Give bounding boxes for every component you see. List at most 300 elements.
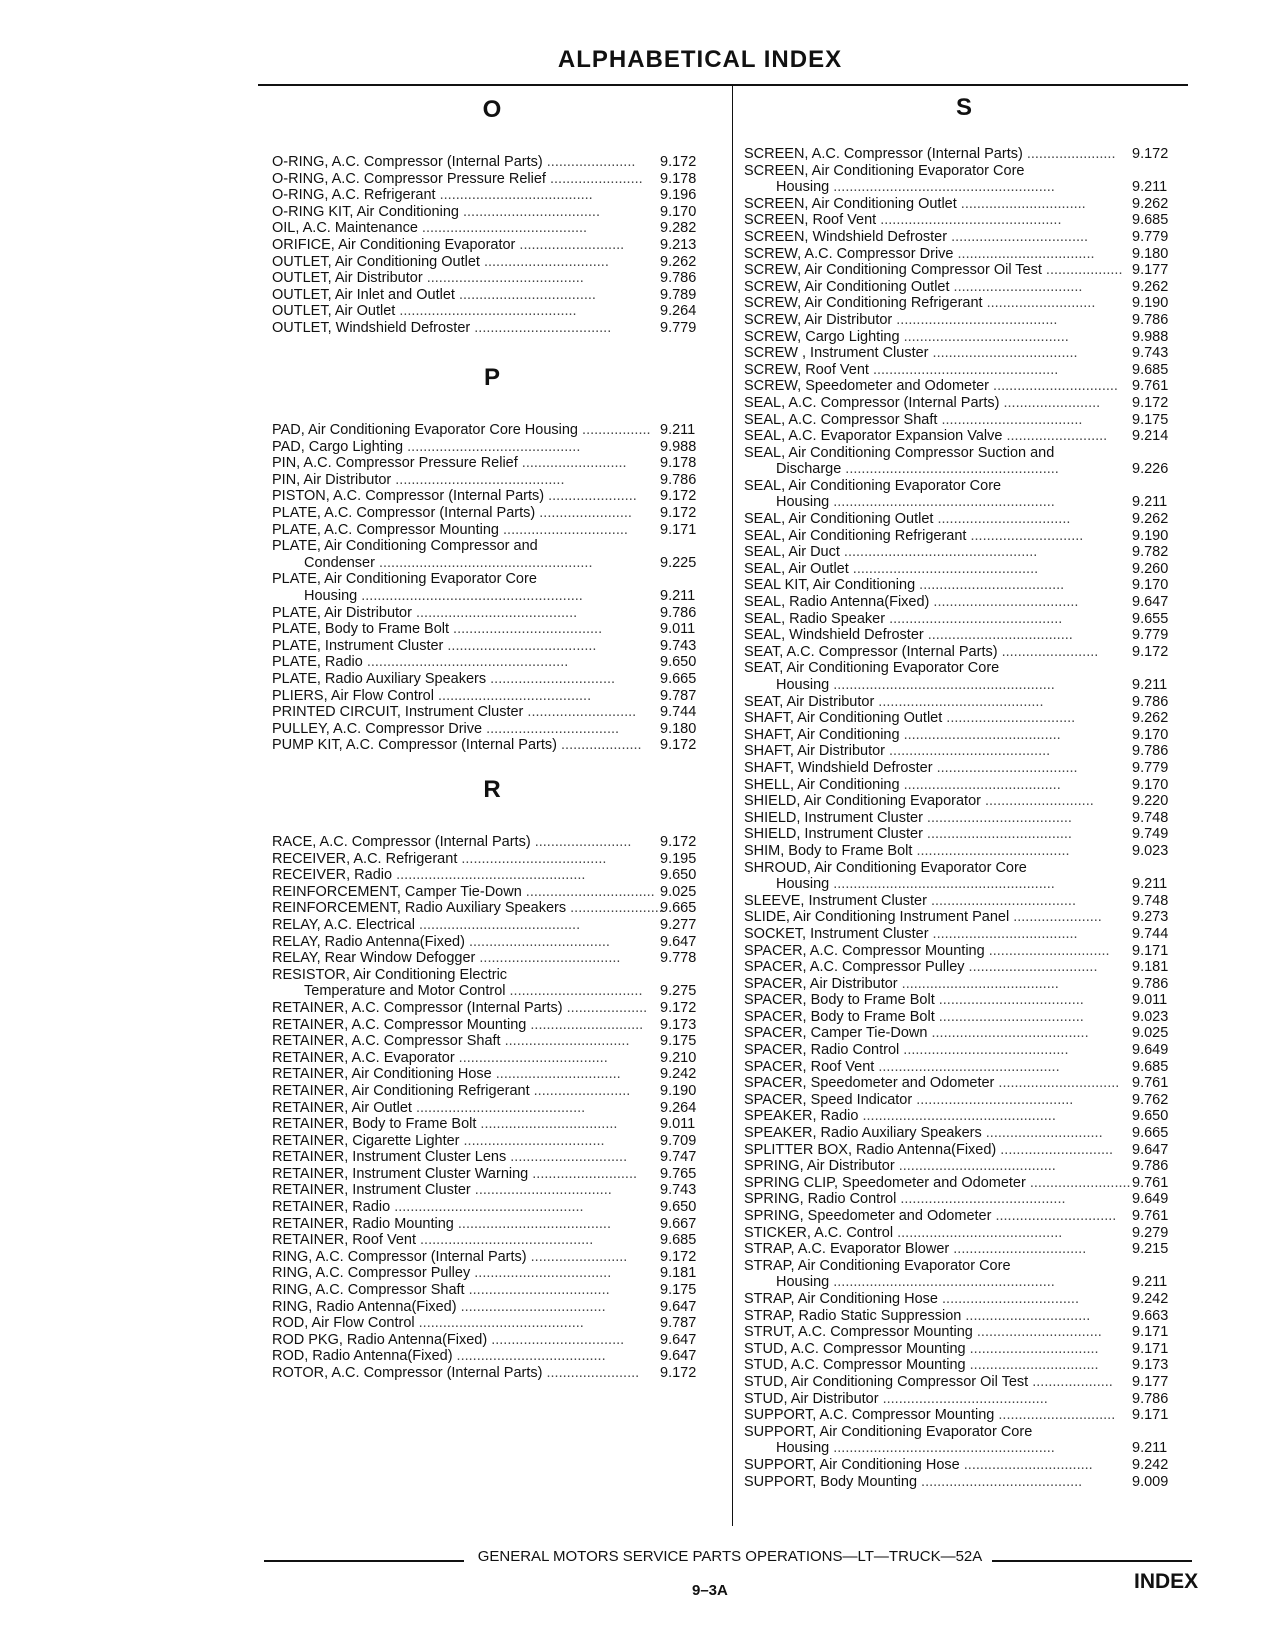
index-entry bbox=[744, 694, 1192, 711]
dot-leader: ....................................................... bbox=[829, 876, 1055, 893]
entry-page-ref: 9.226 bbox=[1132, 461, 1169, 478]
dot-leader: ................................ bbox=[959, 1456, 1093, 1473]
entry-continuation: Housing ....................................................... bbox=[776, 179, 1055, 196]
index-entry bbox=[272, 220, 720, 237]
dot-leader: ........................................ bbox=[414, 916, 581, 933]
index-entry bbox=[272, 1216, 720, 1233]
section-label: INDEX bbox=[1134, 1570, 1199, 1593]
entry-page-ref: 9.190 bbox=[1132, 295, 1169, 312]
entry-page-ref: 9.650 bbox=[660, 867, 697, 884]
dot-leader: ........................ bbox=[997, 643, 1099, 660]
entry-text: STRAP, Air Conditioning Hose .................................. bbox=[744, 1290, 1079, 1307]
dot-leader: ................................. bbox=[933, 511, 1071, 528]
entry-text: SHAFT, Air Distributor ........................................ bbox=[744, 743, 1051, 760]
index-entry bbox=[272, 1365, 720, 1382]
index-entry bbox=[272, 287, 720, 304]
index-entry bbox=[272, 1348, 720, 1365]
index-entry bbox=[744, 1191, 1192, 1208]
entry-page-ref: 9.172 bbox=[1132, 146, 1169, 162]
entry-text: RECEIVER, A.C. Refrigerant .................................... bbox=[272, 850, 607, 867]
entry-page-ref: 9.211 bbox=[1132, 1274, 1168, 1291]
entry-page-ref: 9.242 bbox=[1132, 1456, 1169, 1473]
entry-text: SOCKET, Instrument Cluster .................................... bbox=[744, 925, 1078, 942]
entry-text: OUTLET, Air Inlet and Outlet .................................. bbox=[272, 286, 596, 303]
entry-page-ref: 9.667 bbox=[660, 1215, 697, 1232]
index-entry bbox=[744, 329, 1192, 346]
dot-leader: ................................. bbox=[949, 1241, 1087, 1258]
entry-text: ROD, Air Flow Control ......................................... bbox=[272, 1315, 584, 1332]
index-entry bbox=[744, 1308, 1192, 1325]
dot-leader: ......................... bbox=[1002, 428, 1108, 445]
entry-continuation: Housing ....................................................... bbox=[776, 494, 1055, 511]
entry-page-ref: 9.172 bbox=[660, 488, 697, 505]
index-entry bbox=[272, 1332, 720, 1349]
dot-leader: ....................................................... bbox=[829, 494, 1055, 511]
dot-leader: ....................................... bbox=[899, 776, 1061, 793]
dot-leader: ......................................... bbox=[899, 1042, 1069, 1059]
index-entry bbox=[272, 187, 720, 204]
entry-text: SCREW, Speedometer and Odometer ............................... bbox=[744, 378, 1118, 395]
index-entry bbox=[744, 710, 1192, 727]
dot-leader: .................................... bbox=[928, 345, 1078, 362]
dot-leader: .................................. bbox=[953, 245, 1095, 262]
entry-continuation: Housing ....................................................... bbox=[776, 677, 1055, 693]
entry-page-ref: 9.170 bbox=[1132, 577, 1169, 594]
entry-page-ref: 9.761 bbox=[1132, 1075, 1169, 1092]
index-list bbox=[272, 422, 720, 754]
dot-leader: ............................................. bbox=[874, 1058, 1060, 1075]
index-entry bbox=[744, 1258, 1192, 1291]
dot-leader: .................................................. bbox=[362, 654, 569, 671]
entry-page-ref: 9.210 bbox=[660, 1049, 697, 1066]
index-entry bbox=[744, 1158, 1192, 1175]
entry-text: PLATE, Air Conditioning Evaporator Core bbox=[272, 571, 537, 588]
entry-page-ref: 9.175 bbox=[660, 1282, 697, 1299]
entry-text: SCREEN, Windshield Defroster .................................. bbox=[744, 228, 1089, 245]
entry-page-ref: 9.178 bbox=[660, 455, 697, 472]
entry-page-ref: 9.011 bbox=[1132, 992, 1168, 1009]
dot-leader: ....................................................... bbox=[829, 1440, 1055, 1457]
entry-text: RESISTOR, Air Conditioning Electric bbox=[272, 966, 508, 983]
index-entry bbox=[744, 478, 1192, 511]
entry-text: SCREW, Air Conditioning Refrigerant ........................... bbox=[744, 295, 1096, 312]
entry-text: PLATE, Radio Auxiliary Speakers ............................... bbox=[272, 670, 616, 687]
index-entry bbox=[744, 926, 1192, 943]
entry-page-ref: 9.025 bbox=[660, 883, 697, 900]
index-entry bbox=[744, 1324, 1192, 1341]
dot-leader: .................................. bbox=[476, 1116, 618, 1133]
index-list bbox=[272, 154, 720, 337]
index-entry bbox=[744, 760, 1192, 777]
entry-text: OUTLET, Air Distributor ....................................... bbox=[272, 270, 584, 287]
dot-leader: .......................... bbox=[515, 236, 625, 253]
dot-leader: ........................ bbox=[529, 1082, 631, 1099]
dot-leader: ........................ bbox=[999, 394, 1101, 411]
entry-text: RETAINER, Instrument Cluster Lens ............................. bbox=[272, 1149, 628, 1166]
entry-page-ref: 9.748 bbox=[1132, 809, 1169, 826]
entry-page-ref: 9.262 bbox=[1132, 195, 1169, 212]
dot-leader: ....................... bbox=[566, 900, 663, 917]
entry-page-ref: 9.685 bbox=[1132, 1058, 1169, 1075]
entry-page-ref: 9.650 bbox=[660, 1199, 697, 1216]
dot-leader: ......................................... bbox=[417, 220, 588, 237]
dot-leader: ....................................... bbox=[894, 1158, 1056, 1175]
entry-text: PLATE, A.C. Compressor (Internal Parts) ....................... bbox=[272, 504, 632, 521]
entry-page-ref: 9.178 bbox=[660, 170, 697, 187]
entry-page-ref: 9.214 bbox=[1132, 428, 1169, 445]
dot-leader: ................................ bbox=[949, 278, 1083, 295]
entry-page-ref: 9.172 bbox=[1132, 643, 1169, 660]
index-entry bbox=[272, 1315, 720, 1332]
entry-page-ref: 9.786 bbox=[660, 471, 697, 488]
dot-leader: ............................. bbox=[994, 1407, 1116, 1424]
entry-page-ref: 9.988 bbox=[660, 438, 697, 455]
entry-text: SPLITTER BOX, Radio Antenna(Fixed) ............................ bbox=[744, 1141, 1114, 1158]
index-entry bbox=[744, 262, 1192, 279]
index-entry bbox=[744, 395, 1192, 412]
dot-leader: ...................................... bbox=[912, 842, 1070, 859]
dot-leader: ...................... bbox=[1009, 909, 1102, 926]
dot-leader: ..................................................... bbox=[374, 554, 593, 571]
dot-leader: ............................... bbox=[972, 1324, 1102, 1341]
index-entry bbox=[272, 1166, 720, 1183]
entry-page-ref: 9.172 bbox=[660, 1365, 697, 1381]
entry-text: SPACER, Speed Indicator ....................................... bbox=[744, 1091, 1074, 1108]
dot-leader: .................................... bbox=[915, 577, 1065, 594]
dot-leader: ...................................... bbox=[435, 187, 593, 204]
entry-page-ref: 9.177 bbox=[1132, 262, 1169, 279]
entry-text: RACE, A.C. Compressor (Internal Parts) ........................ bbox=[272, 834, 632, 850]
index-entry bbox=[272, 737, 720, 754]
entry-page-ref: 9.171 bbox=[1132, 942, 1169, 959]
entry-text: SUPPORT, Air Conditioning Evaporator Core bbox=[744, 1423, 1033, 1440]
index-entry bbox=[744, 1042, 1192, 1059]
dot-leader: ......................................... bbox=[874, 693, 1044, 710]
entry-page-ref: 9.195 bbox=[660, 850, 697, 867]
entry-text: SCREEN, Air Conditioning Outlet ............................... bbox=[744, 195, 1086, 212]
index-entry bbox=[744, 1357, 1192, 1374]
entry-page-ref: 9.211 bbox=[660, 422, 696, 438]
entry-page-ref: 9.211 bbox=[1132, 179, 1168, 196]
entry-page-ref: 9.655 bbox=[1132, 610, 1169, 627]
index-entry bbox=[744, 1374, 1192, 1391]
dot-leader: .......................... bbox=[517, 455, 627, 472]
entry-page-ref: 9.647 bbox=[660, 1348, 697, 1365]
index-entry bbox=[744, 1059, 1192, 1076]
entry-text: SPRING, Air Distributor ....................................... bbox=[744, 1158, 1056, 1175]
entry-text: RETAINER, A.C. Evaporator ..................................... bbox=[272, 1049, 608, 1066]
index-section bbox=[272, 776, 720, 1382]
entry-text: SUPPORT, Body Mounting ........................................ bbox=[744, 1473, 1083, 1490]
entry-page-ref: 9.242 bbox=[660, 1066, 697, 1083]
entry-text: SEAL, Air Conditioning Refrigerant ............................ bbox=[744, 527, 1084, 544]
index-entry bbox=[744, 511, 1192, 528]
entry-page-ref: 9.762 bbox=[1132, 1091, 1169, 1108]
entry-page-ref: 9.665 bbox=[660, 670, 697, 687]
entry-page-ref: 9.211 bbox=[660, 587, 696, 604]
dot-leader: ................................... bbox=[464, 933, 610, 950]
index-entry bbox=[272, 704, 720, 721]
index-entry bbox=[272, 303, 720, 320]
entry-text: O-RING, A.C. Refrigerant ...................................... bbox=[272, 187, 593, 204]
entry-page-ref: 9.779 bbox=[1132, 759, 1169, 776]
entry-text: SEAL, Air Conditioning Evaporator Core bbox=[744, 477, 1002, 494]
entry-page-ref: 9.215 bbox=[1132, 1241, 1169, 1258]
index-section bbox=[744, 94, 1192, 1490]
index-entry bbox=[744, 743, 1192, 760]
entry-text: SEAT, Air Conditioning Evaporator Core bbox=[744, 660, 1000, 677]
entry-continuation: Temperature and Motor Control ................................. bbox=[304, 983, 643, 1000]
index-entry bbox=[744, 943, 1192, 960]
entry-text: RING, A.C. Compressor (Internal Parts) ........................ bbox=[272, 1248, 628, 1265]
entry-text: PLATE, Air Distributor ........................................ bbox=[272, 604, 578, 621]
index-entry bbox=[272, 1232, 720, 1249]
dot-leader: ..................................... bbox=[454, 1049, 608, 1066]
dot-leader: ......................... bbox=[1025, 1174, 1131, 1191]
entry-page-ref: 9.172 bbox=[660, 999, 697, 1016]
index-entry bbox=[272, 171, 720, 188]
entry-page-ref: 9.782 bbox=[1132, 544, 1169, 561]
entry-text: PLIERS, Air Flow Control ...................................... bbox=[272, 687, 592, 704]
index-section bbox=[272, 96, 720, 337]
footer-rule-left bbox=[264, 1560, 464, 1562]
entry-page-ref: 9.743 bbox=[660, 1182, 697, 1199]
entry-text: SPACER, Radio Control ......................................... bbox=[744, 1042, 1069, 1059]
entry-text: OUTLET, Windshield Defroster .................................. bbox=[272, 319, 612, 336]
index-entry bbox=[272, 867, 720, 884]
dot-leader: ............................. bbox=[506, 1149, 628, 1166]
dot-leader: ....................................................... bbox=[829, 1274, 1055, 1291]
entry-text: SCREEN, A.C. Compressor (Internal Parts) ...................... bbox=[744, 146, 1116, 162]
index-entry bbox=[744, 810, 1192, 827]
index-entry bbox=[744, 295, 1192, 312]
dot-leader: ........................................... bbox=[885, 610, 1063, 627]
entry-text: SEAT, A.C. Compressor (Internal Parts) ........................ bbox=[744, 643, 1099, 660]
entry-page-ref: 9.190 bbox=[1132, 527, 1169, 544]
entry-text: RETAINER, A.C. Compressor Shaft ............................... bbox=[272, 1033, 630, 1050]
entry-page-ref: 9.173 bbox=[660, 1016, 697, 1033]
dot-leader: ........................................... bbox=[415, 1232, 594, 1249]
index-entry bbox=[744, 146, 1192, 163]
dot-leader: ..................................... bbox=[443, 637, 597, 654]
entry-text: SPRING, Speedometer and Odometer .............................. bbox=[744, 1208, 1117, 1224]
entry-page-ref: 9.748 bbox=[1132, 892, 1169, 909]
entry-page-ref: 9.787 bbox=[660, 687, 697, 704]
entry-text: SCREW, Air Conditioning Compressor Oil Test ................... bbox=[744, 262, 1123, 279]
dot-leader: ....................................... bbox=[422, 270, 584, 287]
index-entry bbox=[744, 1391, 1192, 1408]
dot-leader: ............................. bbox=[981, 1125, 1103, 1142]
index-entry bbox=[272, 605, 720, 622]
dot-leader: ........................... bbox=[982, 295, 1096, 312]
entry-text: SHAFT, Air Conditioning ....................................... bbox=[744, 726, 1061, 743]
entry-page-ref: 9.181 bbox=[660, 1265, 697, 1282]
dot-leader: .............................. bbox=[991, 1208, 1117, 1224]
entry-text: RETAINER, Body to Frame Bolt .................................. bbox=[272, 1116, 618, 1133]
index-entry bbox=[272, 1182, 720, 1199]
entry-page-ref: 9.789 bbox=[660, 286, 697, 303]
entry-page-ref: 9.211 bbox=[1132, 876, 1168, 893]
index-entry bbox=[272, 917, 720, 934]
entry-text: OUTLET, Air Conditioning Outlet ............................... bbox=[272, 253, 609, 270]
entry-page-ref: 9.279 bbox=[1132, 1224, 1169, 1241]
entry-page-ref: 9.171 bbox=[1132, 1407, 1169, 1424]
entry-text: SCREW, Air Distributor ........................................ bbox=[744, 311, 1058, 328]
entry-page-ref: 9.171 bbox=[1132, 1324, 1169, 1341]
dot-leader: ...................... bbox=[1022, 146, 1116, 162]
index-entry bbox=[744, 528, 1192, 545]
entry-page-ref: 9.778 bbox=[660, 950, 697, 967]
entry-text: SEAL, A.C. Compressor Shaft ................................... bbox=[744, 411, 1083, 428]
dot-leader: .............................. bbox=[984, 942, 1110, 959]
dot-leader: ................................ bbox=[942, 710, 1076, 727]
index-entry bbox=[272, 851, 720, 868]
entry-page-ref: 9.786 bbox=[1132, 693, 1169, 710]
entry-text: RETAINER, Cigarette Lighter ................................... bbox=[272, 1132, 605, 1149]
dot-leader: ............................... bbox=[499, 521, 628, 538]
entry-page-ref: 9.172 bbox=[660, 737, 697, 754]
index-entry bbox=[744, 428, 1192, 445]
dot-leader: ....................................................... bbox=[829, 677, 1055, 693]
entry-text: RETAINER, Air Outlet .......................................... bbox=[272, 1099, 586, 1116]
index-entry bbox=[272, 472, 720, 489]
entry-text: SHIM, Body to Frame Bolt ...................................... bbox=[744, 842, 1070, 859]
dot-leader: ................................... bbox=[475, 950, 621, 967]
dot-leader: .................................. bbox=[937, 1290, 1079, 1307]
index-entry bbox=[744, 843, 1192, 860]
dot-leader: ........................ bbox=[530, 834, 632, 850]
index-entry bbox=[272, 967, 720, 1000]
entry-text: RING, Radio Antenna(Fixed) .................................... bbox=[272, 1298, 606, 1315]
index-entry bbox=[272, 422, 720, 439]
entry-text: SEAL, Air Conditioning Outlet ................................. bbox=[744, 511, 1071, 528]
entry-text: RETAINER, Radio Mounting ...................................... bbox=[272, 1215, 611, 1232]
entry-text: SCREW, A.C. Compressor Drive .................................. bbox=[744, 245, 1095, 262]
entry-page-ref: 9.170 bbox=[660, 203, 697, 220]
dot-leader: ..................................... bbox=[449, 621, 603, 638]
index-entry bbox=[272, 1066, 720, 1083]
entry-page-ref: 9.663 bbox=[1132, 1307, 1169, 1324]
index-entry bbox=[744, 627, 1192, 644]
index-entry bbox=[744, 1291, 1192, 1308]
footer-text: GENERAL MOTORS SERVICE PARTS OPERATIONS—LT—TRUCK—52A bbox=[477, 1548, 983, 1565]
index-entry bbox=[744, 1025, 1192, 1042]
entry-text: SCREW, Cargo Lighting ......................................... bbox=[744, 328, 1069, 345]
entry-text: RECEIVER, Radio ............................................... bbox=[272, 867, 586, 884]
index-entry bbox=[744, 777, 1192, 794]
index-entry bbox=[744, 959, 1192, 976]
entry-page-ref: 9.173 bbox=[1132, 1357, 1169, 1374]
index-entry bbox=[272, 488, 720, 505]
entry-page-ref: 9.744 bbox=[1132, 925, 1169, 942]
index-entry bbox=[744, 660, 1192, 693]
index-entry bbox=[744, 1208, 1192, 1225]
index-entry bbox=[744, 1341, 1192, 1358]
entry-text: PLATE, Air Conditioning Compressor and bbox=[272, 538, 538, 555]
index-entry bbox=[744, 644, 1192, 661]
entry-page-ref: 9.175 bbox=[660, 1033, 697, 1050]
entry-page-ref: 9.779 bbox=[660, 319, 697, 336]
entry-page-ref: 9.650 bbox=[1132, 1108, 1169, 1125]
index-list bbox=[744, 146, 1192, 1490]
entry-text: OIL, A.C. Maintenance ......................................... bbox=[272, 220, 588, 237]
dot-leader: .......................................... bbox=[391, 471, 565, 488]
index-entry bbox=[272, 1149, 720, 1166]
dot-leader: ...................... bbox=[542, 154, 636, 170]
entry-text: STRAP, Air Conditioning Evaporator Core bbox=[744, 1257, 1011, 1274]
index-entry bbox=[744, 246, 1192, 263]
entry-page-ref: 9.743 bbox=[1132, 345, 1169, 362]
entry-text: SPACER, Speedometer and Odometer .............................. bbox=[744, 1075, 1120, 1092]
entry-page-ref: 9.181 bbox=[1132, 959, 1169, 976]
entry-page-ref: 9.171 bbox=[1132, 1340, 1169, 1357]
dot-leader: ...................... bbox=[544, 488, 637, 505]
entry-page-ref: 9.275 bbox=[660, 983, 697, 1000]
dot-leader: ................................................ bbox=[839, 544, 1038, 561]
index-entry bbox=[272, 671, 720, 688]
entry-text: SLIDE, Air Conditioning Instrument Panel ...................... bbox=[744, 909, 1102, 926]
dot-leader: ................... bbox=[1041, 262, 1123, 279]
dot-leader: ............................................ bbox=[395, 303, 577, 320]
entry-page-ref: 9.180 bbox=[1132, 245, 1169, 262]
dot-leader: ............................... bbox=[500, 1033, 630, 1050]
index-entry bbox=[744, 212, 1192, 229]
entry-page-ref: 9.650 bbox=[660, 654, 697, 671]
index-entry bbox=[744, 793, 1192, 810]
entry-page-ref: 9.786 bbox=[1132, 743, 1169, 760]
dot-leader: ................................... bbox=[932, 759, 1078, 776]
index-entry bbox=[272, 1282, 720, 1299]
entry-text: RELAY, Radio Antenna(Fixed) ................................... bbox=[272, 933, 610, 950]
dot-leader: .................................... bbox=[926, 892, 1076, 909]
entry-page-ref: 9.747 bbox=[660, 1149, 697, 1166]
dot-leader: ............................................... bbox=[392, 867, 586, 884]
entry-text: RETAINER, Air Conditioning Refrigerant ........................ bbox=[272, 1082, 631, 1099]
index-entry bbox=[744, 279, 1192, 296]
entry-text: RELAY, A.C. Electrical ........................................ bbox=[272, 916, 581, 933]
dot-leader: ................................. bbox=[487, 1331, 625, 1348]
index-entry bbox=[744, 1009, 1192, 1026]
dot-leader: ...................................... bbox=[433, 687, 592, 704]
dot-leader: ............................... bbox=[989, 378, 1118, 395]
entry-text: SCREEN, Air Conditioning Evaporator Core bbox=[744, 162, 1025, 179]
entry-page-ref: 9.786 bbox=[1132, 1390, 1169, 1407]
entry-text: PLATE, Instrument Cluster ..................................... bbox=[272, 637, 597, 654]
entry-page-ref: 9.262 bbox=[1132, 511, 1169, 528]
entry-text: O-RING KIT, Air Conditioning .................................. bbox=[272, 203, 600, 220]
top-rule bbox=[258, 84, 1188, 86]
index-entry bbox=[272, 320, 720, 337]
index-entry bbox=[272, 522, 720, 539]
entry-page-ref: 9.743 bbox=[660, 637, 697, 654]
entry-continuation: Condenser ..................................................... bbox=[304, 554, 593, 571]
index-entry bbox=[272, 1033, 720, 1050]
dot-leader: ........................................ bbox=[892, 311, 1058, 328]
entry-page-ref: 9.786 bbox=[660, 604, 697, 621]
entry-text: SEAL, Air Outlet .............................................. bbox=[744, 560, 1039, 577]
dot-leader: ................................... bbox=[937, 411, 1083, 428]
index-entry bbox=[272, 721, 720, 738]
entry-text: O-RING, A.C. Compressor (Internal Parts) ...................... bbox=[272, 154, 636, 170]
entry-page-ref: 9.647 bbox=[1132, 594, 1169, 611]
index-entry bbox=[272, 270, 720, 287]
index-entry bbox=[744, 893, 1192, 910]
entry-page-ref: 9.172 bbox=[660, 834, 697, 850]
dot-leader: ................................. bbox=[505, 983, 643, 1000]
entry-text: PIN, A.C. Compressor Pressure Relief .......................... bbox=[272, 455, 627, 472]
index-entry bbox=[272, 688, 720, 705]
index-entry bbox=[272, 1017, 720, 1034]
